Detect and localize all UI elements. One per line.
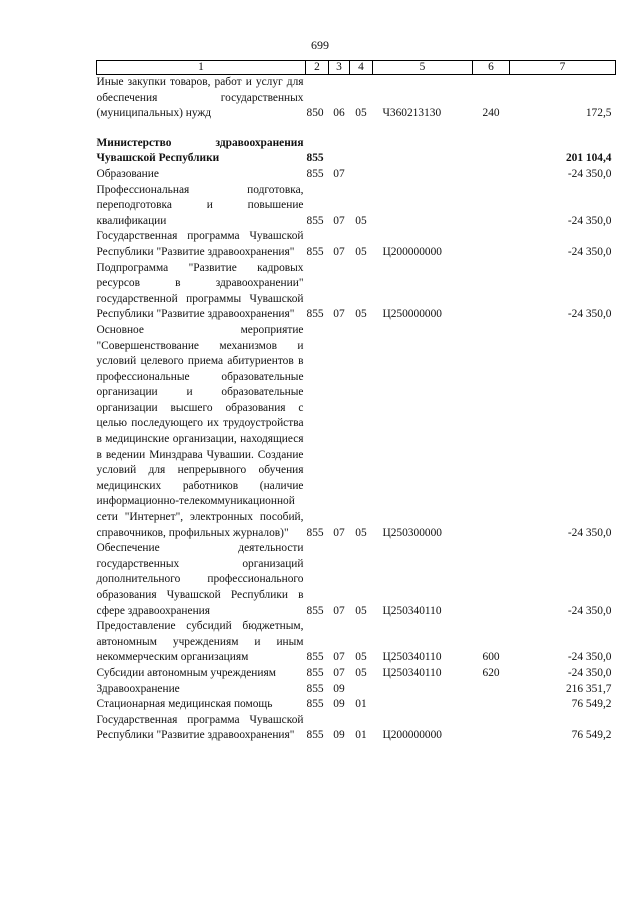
budget-table [96, 60, 616, 744]
row-code-section: 09 [333, 698, 345, 711]
row-code-target: Ц200000000 [382, 245, 442, 258]
row-code-section: 07 [333, 604, 345, 617]
row-description: Министерство здравоохранения Чувашской Республики [96, 136, 304, 165]
row-code-expense [473, 697, 510, 713]
column-header: 5 [373, 61, 473, 75]
row-code-section: 07 [333, 526, 345, 539]
row-code-section: 09 [333, 682, 345, 695]
table-row [97, 183, 616, 230]
column-header: 1 [97, 61, 306, 75]
table-row [97, 261, 616, 323]
table-body [97, 75, 616, 744]
row-code-ministry: 855 [306, 152, 324, 165]
row-code-target: Ц250340110 [382, 651, 442, 664]
row-amount: 76 549,2 [571, 698, 612, 711]
row-code-subsection: 05 [355, 214, 367, 227]
table-row [97, 619, 616, 666]
row-amount: -24 350,0 [567, 651, 612, 664]
row-description: Основное мероприятие "Совершенствование механизмов и условий целевого приема абитуриентов в профессиональные образовательные организации и образовательные организации высшего образования с целью последующего их трудоустройства в медицинские организации, находящиеся в ведении Минздрава Чувашии. Создание условий для непрерывного обучения медицинских работников (наличие информационно-телекоммуникационной сети "Интернет", электронных пособий, справочников, профильных журналов)" [96, 323, 304, 539]
row-code-section: 07 [333, 245, 345, 258]
table-row [97, 713, 616, 744]
row-code-target: Ц200000000 [382, 729, 442, 742]
row-code-subsection: 01 [355, 698, 367, 711]
row-code-expense [473, 541, 510, 619]
row-code-section: 07 [333, 167, 345, 180]
table-row [97, 666, 616, 682]
row-code-ministry: 855 [306, 167, 324, 180]
row-code-expense [473, 682, 510, 698]
column-header: 7 [510, 61, 616, 75]
row-amount: 216 351,7 [565, 682, 612, 695]
table-row [97, 75, 616, 122]
row-amount: -24 350,0 [567, 245, 612, 258]
row-code-target [373, 136, 473, 167]
row-code-ministry: 855 [306, 682, 324, 695]
row-code-ministry: 855 [306, 666, 324, 679]
row-amount: -24 350,0 [567, 308, 612, 321]
row-code-ministry: 855 [306, 604, 324, 617]
row-code-target [373, 167, 473, 183]
row-description: Образование [96, 167, 159, 180]
row-code-section: 07 [333, 651, 345, 664]
row-code-ministry: 855 [306, 526, 324, 539]
row-code-ministry: 850 [306, 107, 324, 120]
table-row [97, 541, 616, 619]
row-description: Подпрограмма "Развитие кадровых ресурсов в здравоохранении" государственной программы Чувашской Республики "Развитие здравоохранения" [96, 261, 304, 321]
row-amount: -24 350,0 [567, 666, 612, 679]
row-description: Стационарная медицинская помощь [96, 698, 273, 711]
row-code-expense: 600 [482, 651, 500, 664]
row-code-section: 09 [333, 729, 345, 742]
column-header: 6 [473, 61, 510, 75]
row-code-ministry: 855 [306, 651, 324, 664]
table-row [97, 682, 616, 698]
row-code-ministry: 855 [306, 698, 324, 711]
page-number: 699 [311, 38, 329, 52]
row-code-target: Ч360213130 [382, 107, 442, 120]
row-code-subsection [350, 136, 373, 167]
row-code-expense [473, 167, 510, 183]
row-code-target [373, 697, 473, 713]
row-amount: 201 104,4 [565, 152, 612, 165]
row-code-section: 07 [333, 308, 345, 321]
row-description: Обеспечение деятельности государственных организаций дополнительного профессионального образования Чувашской Республики в сфере здравоохранения [96, 542, 304, 617]
row-code-ministry: 855 [306, 214, 324, 227]
row-code-subsection: 05 [355, 666, 367, 679]
row-code-target: Ц250340110 [382, 666, 442, 679]
row-code-expense [473, 713, 510, 744]
row-code-expense [473, 229, 510, 260]
row-description: Субсидии автономным учреждениям [96, 666, 276, 679]
row-code-target: Ц250000000 [382, 308, 442, 321]
row-code-subsection: 05 [355, 107, 367, 120]
row-code-subsection [350, 682, 373, 698]
row-code-expense [473, 261, 510, 323]
table-row [97, 323, 616, 541]
table-row [97, 697, 616, 713]
row-code-section: 06 [333, 107, 345, 120]
column-header: 3 [329, 61, 350, 75]
row-amount: -24 350,0 [567, 214, 612, 227]
row-code-section: 07 [333, 214, 345, 227]
row-code-section: 07 [333, 666, 345, 679]
row-code-ministry: 855 [306, 729, 324, 742]
row-code-subsection: 05 [355, 245, 367, 258]
column-header: 4 [350, 61, 373, 75]
row-code-subsection: 01 [355, 729, 367, 742]
row-code-expense: 620 [482, 666, 500, 679]
table-row [97, 136, 616, 167]
row-code-subsection: 05 [355, 526, 367, 539]
row-amount: 76 549,2 [571, 729, 612, 742]
row-code-target [373, 682, 473, 698]
row-description: Государственная программа Чувашской Республики "Развитие здравоохранения" [96, 713, 304, 742]
row-code-ministry: 855 [306, 245, 324, 258]
spacer-cell [97, 122, 616, 136]
row-amount: -24 350,0 [567, 167, 612, 180]
row-code-target: Ц250340110 [382, 604, 442, 617]
row-code-target [373, 183, 473, 230]
row-code-subsection: 05 [355, 308, 367, 321]
spacer-row [97, 122, 616, 136]
row-code-subsection: 05 [355, 604, 367, 617]
table-row [97, 229, 616, 260]
row-code-expense [473, 323, 510, 541]
row-code-expense [473, 183, 510, 230]
column-header: 2 [306, 61, 329, 75]
row-amount: 172,5 [585, 107, 612, 120]
row-description: Государственная программа Чувашской Республики "Развитие здравоохранения" [96, 230, 304, 258]
row-amount: -24 350,0 [567, 604, 612, 617]
row-code-expense: 240 [482, 107, 500, 120]
row-amount: -24 350,0 [567, 526, 612, 539]
row-description: Предоставление субсидий бюджетным, автономным учреждениям и иным некоммерческим организациям [96, 620, 304, 664]
row-description: Профессиональная подготовка, переподготовка и повышение квалификации [96, 183, 304, 227]
row-code-subsection [350, 167, 373, 183]
row-code-section [329, 136, 350, 167]
row-code-ministry: 855 [306, 308, 324, 321]
row-description: Иные закупки товаров, работ и услуг для обеспечения государственных (муниципальных) нужд [96, 76, 304, 120]
row-code-target: Ц250300000 [382, 526, 442, 539]
table-row [97, 167, 616, 183]
row-code-subsection: 05 [355, 651, 367, 664]
row-description: Здравоохранение [96, 682, 180, 695]
row-code-expense [473, 136, 510, 167]
table-header-row [97, 61, 616, 75]
